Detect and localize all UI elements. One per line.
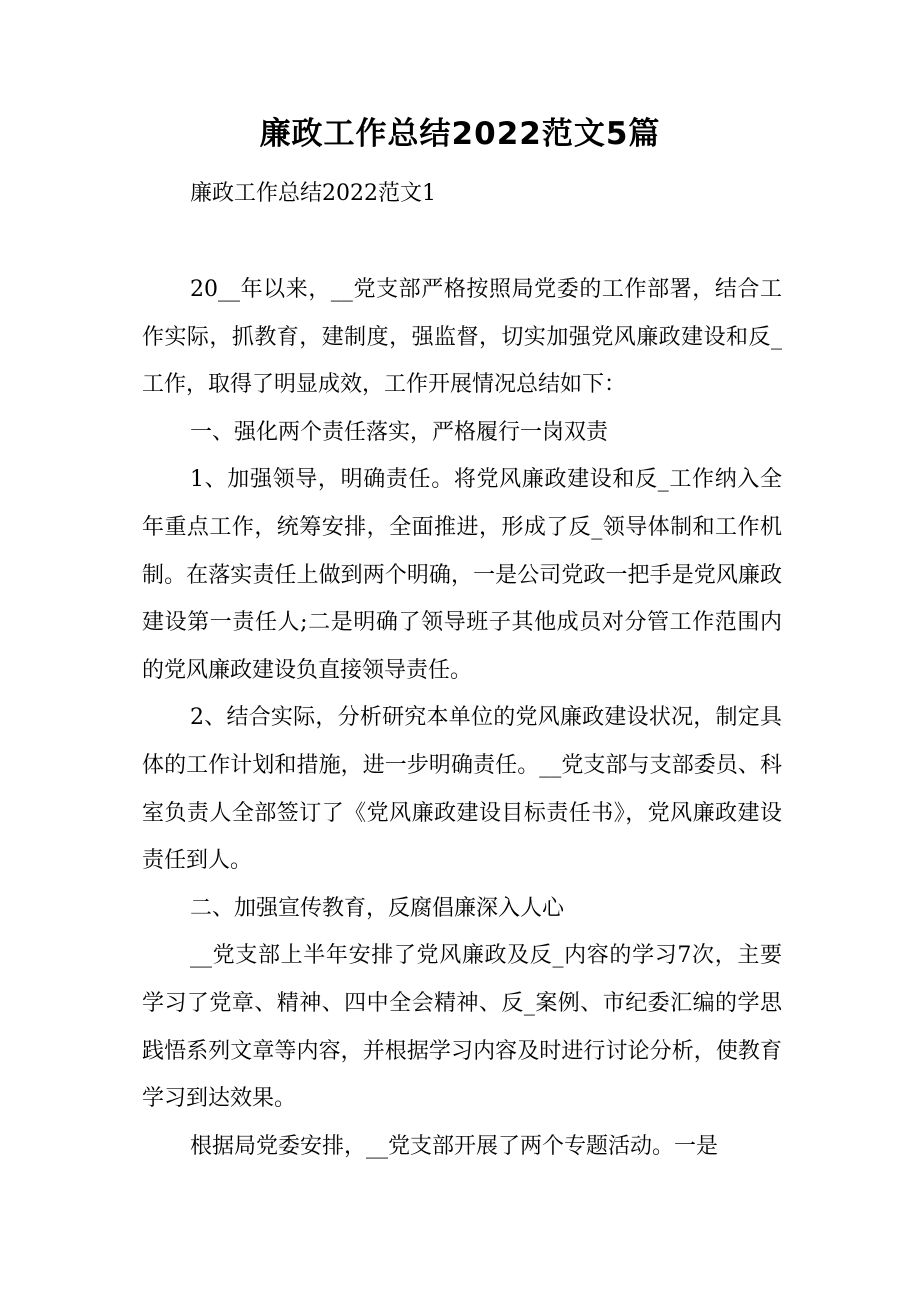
document-title: 廉政工作总结2022范文5篇 [259,116,661,152]
section-subtitle: 廉政工作总结2022范文1 [190,181,436,206]
section-heading-1: 一、强化两个责任落实，严格履行一岗双责 [190,419,609,445]
document-body [142,266,782,1170]
paragraph-study: __党支部上半年安排了党风廉政及反_内容的学习7次，主要学习了党章、精神、四中全会精神、反_案例、市纪委汇编的学思践悟系列文章等内容，并根据学习内容及时进行讨论分析，使教育学习到达效果。 [142,943,782,1112]
section-heading-2: 二、加强宣传教育，反腐倡廉深入人心 [190,895,565,921]
paragraph-intro: 20__年以来，__党支部严格按照局党委的工作部署，结合工作实际，抓教育，建制度，强监督，切实加强党风廉政建设和反_工作，取得了明显成效，工作开展情况总结如下： [142,277,782,398]
paragraph-item-1: 1、加强领导，明确责任。将党风廉政建设和反_工作纳入全年重点工作，统筹安排，全面推进，形成了反_领导体制和工作机制。在落实责任上做到两个明确，一是公司党政一把手是党风廉政建设第一责任人;二是明确了领导班子其他成员对分管工作范围内的党风廉政建设负直接领导责任。 [142,467,782,683]
paragraph-activities: 根据局党委安排，__党支部开展了两个专题活动。一是 [190,1133,719,1159]
paragraph-item-2: 2、结合实际，分析研究本单位的党风廉政建设状况，制定具体的工作计划和措施，进一步明确责任。__党支部与支部委员、科室负责人全部签订了《党风廉政建设目标责任书》，党风廉政建设责任到人。 [142,705,782,874]
